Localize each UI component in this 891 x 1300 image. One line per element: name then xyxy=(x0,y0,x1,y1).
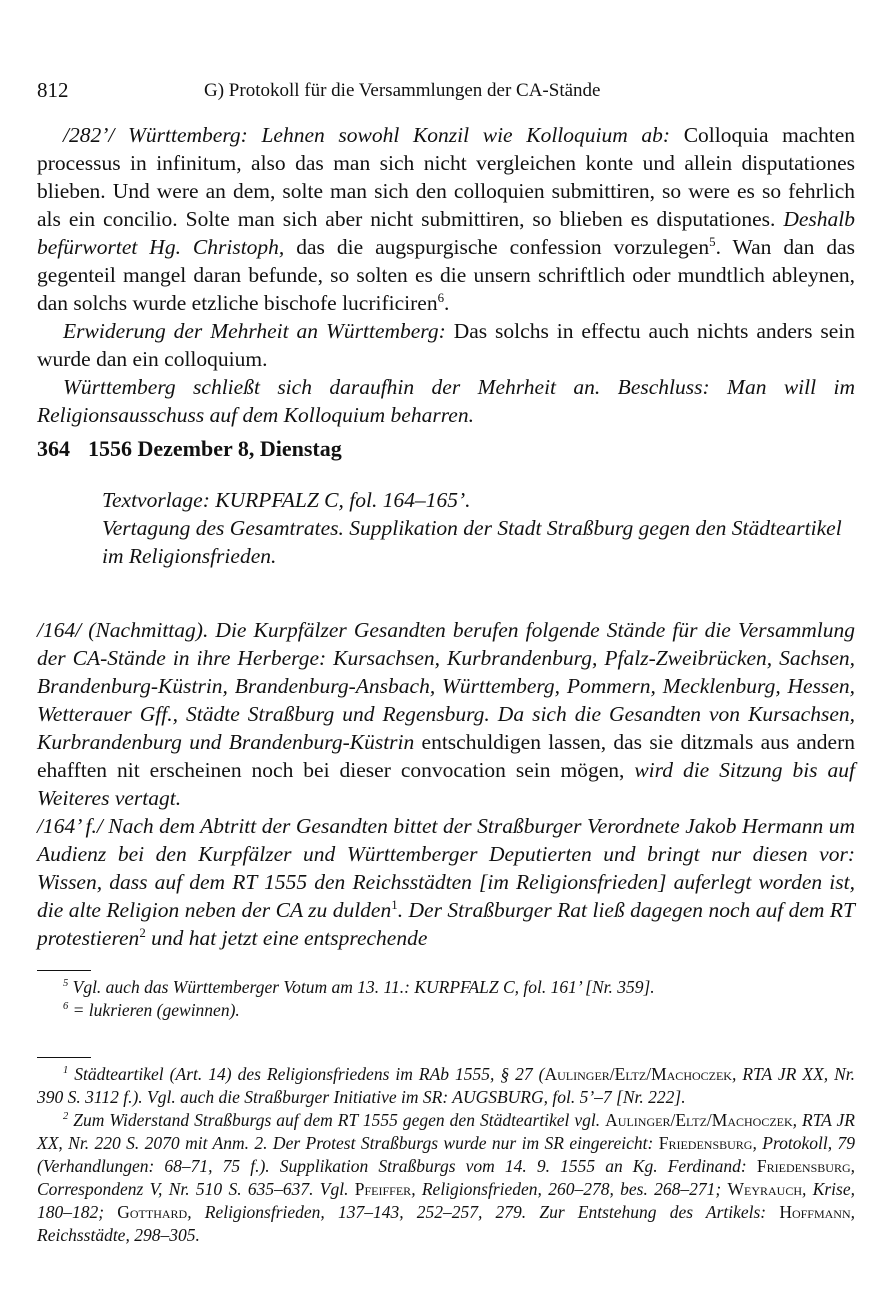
text-run: Das solchs in effectu auch nichts anders sein wurde dan ein colloquium. xyxy=(37,319,855,371)
text-run: Vgl. auch das Württemberger Votum am 13. 11.: KURPFALZ C, fol. 161’ [Nr. 359]. xyxy=(68,977,655,997)
text-run: /164’ f./ Nach dem Abtritt der Gesandten bittet der Straßburger Verordnete Jakob Hermann um Audienz bei den Kurpfälzer und Württemberger Deputierten und bringt nur diesen vor: Wissen, dass auf dem RT 1555 den Reichsstädten [im Religionsfrieden] auferlegt worden ist, die alte Religion neben der CA zu dulden xyxy=(37,814,855,922)
text-run: , Religionsfrieden, 137–143, 252–257, 279. Zur Entstehung des Artikels: xyxy=(187,1202,780,1222)
footnote-marker: 1 xyxy=(63,1065,69,1077)
page-number: 812 xyxy=(37,78,69,102)
footnote-marker: 1 xyxy=(391,897,398,912)
running-title: G) Protokoll für die Versammlungen der CA-Stände xyxy=(204,80,601,101)
entry-date: 1556 Dezember 8, Dienstag xyxy=(88,436,342,461)
text-run: , Religionsfrieden, 260–278, bes. 268–271; xyxy=(411,1179,728,1199)
footnote-marker: 6 xyxy=(437,290,445,305)
paragraph xyxy=(37,121,855,317)
text-run: Deshalb befürwortet Hg. Christoph, xyxy=(37,207,855,259)
footnote xyxy=(37,1063,855,1109)
author-name: Hoffmann xyxy=(779,1202,851,1222)
summary-text: Vertagung des Gesamtrates. Supplikation der Stadt Straßburg gegen den Städteartikel im Religionsfrieden. xyxy=(102,516,842,568)
author-name: Weyrauch xyxy=(727,1179,803,1199)
source-text: Textvorlage: KURPFALZ C, fol. 164–165’. xyxy=(102,488,471,512)
section-1-text xyxy=(37,121,855,429)
entry-heading xyxy=(37,436,360,462)
text-run: . Der Straßburger Rat ließ dagegen noch auf dem RT protestieren xyxy=(37,898,855,950)
paragraph xyxy=(37,317,855,373)
text-run: Colloquia machten processus in infinitum, also das man sich nicht vergleichen konte und allein disputationes blieben. Und were an dem, solte man sich den colloquien submittiren, so were es so fehrlich als ein concilio. Solte man sich aber nicht submittiren, so blieben es disputationes. xyxy=(37,123,855,231)
paragraph xyxy=(37,616,855,812)
footnote-rule xyxy=(37,1057,91,1058)
text-run: . Wan dan das gegenteil mangel daran befunde, so solten es die unsern schriftlich oder mundtlich ableynen, dan solchs wurde etzliche bischofe lucrificiren xyxy=(37,235,855,315)
text-run: /282’/ Württemberg: Lehnen sowohl Konzil wie Kolloquium ab: xyxy=(63,123,684,147)
footnotes-apparatus xyxy=(37,976,855,1022)
text-run: Württemberg schließt sich daraufhin der Mehrheit an. Beschluss: Man will im Religionsausschuss auf dem Kolloquium beharren. xyxy=(37,375,855,427)
author-name: Aulinger/Eltz/Machoczek xyxy=(544,1064,732,1084)
author-name: Aulinger/Eltz/Machoczek xyxy=(605,1110,793,1130)
text-run: und hat jetzt eine entsprechende xyxy=(145,926,428,950)
footnote-marker: 6 xyxy=(63,1001,69,1013)
text-run: entschuldigen lassen, das sie ditzmals aus andern ehafften nit erscheinen noch bei dieser convocation sein mögen, xyxy=(37,730,855,782)
text-run: , Correspondenz V, Nr. 510 S. 635–637. Vgl. xyxy=(37,1156,855,1199)
text-run: wird die Sitzung bis auf Weiteres vertagt. xyxy=(37,758,855,810)
footnote-marker: 2 xyxy=(63,1111,69,1123)
text-run: , Protokoll, 79 (Verhandlungen: 68–71, 75 f.). Supplikation Straßburgs vom 14. 9. 1555 an Kg. Ferdinand: xyxy=(37,1133,855,1176)
text-run: , RTA JR XX, Nr. 220 S. 2070 mit Anm. 2. Der Protest Straßburgs wurde nur im SR eingereicht: xyxy=(37,1110,855,1153)
paragraph xyxy=(37,812,855,952)
footnote xyxy=(37,999,855,1022)
footnote-marker: 5 xyxy=(63,978,69,990)
text-run: Städteartikel (Art. 14) des Religionsfriedens im RAb 1555, § 27 ( xyxy=(68,1064,545,1084)
footnote-rule xyxy=(37,970,91,971)
source-block xyxy=(102,486,855,570)
section-2-text xyxy=(37,616,855,952)
author-name: Gotthard xyxy=(117,1202,188,1222)
text-run: . xyxy=(444,291,450,315)
entry-number: 364 xyxy=(37,436,70,461)
text-run: , RTA JR XX, Nr. 390 S. 3112 f.). Vgl. auch die Straßburger Initiative im SR: AUGSBURG, fol. 5’–7 [Nr. 222]. xyxy=(37,1064,855,1107)
author-name: Pfeiffer xyxy=(354,1179,412,1199)
text-run: /164/ (Nachmittag). Die Kurpfälzer Gesandten berufen folgende Stände für die Versammlung der CA-Stände in ihre Herberge: Kursachsen, Kurbrandenburg, Pfalz-Zweibrücken, Sachsen, Brandenburg-Küstrin, Brandenburg-Ansbach, Württemberg, Pommern, Mecklenburg, Hessen, Wetterauer Gff., Städte Straßburg und Regensburg. Da sich die Gesandten von Kursachsen, Kurbrandenburg und Brandenburg-Küstrin xyxy=(37,618,855,754)
text-run: , Krise, 180–182; xyxy=(37,1179,855,1222)
text-run: Erwiderung der Mehrheit an Württemberg: xyxy=(63,319,454,343)
footnotes-commentary xyxy=(37,1063,855,1247)
text-run: = lukrieren (gewinnen). xyxy=(68,1000,240,1020)
footnote xyxy=(37,976,855,999)
text-run: , Reichsstädte, 298–305. xyxy=(37,1202,856,1245)
text-run: das die augspurgische confession vorzulegen xyxy=(296,235,710,259)
author-name: Friedensburg xyxy=(658,1133,753,1153)
paragraph xyxy=(37,373,855,429)
text-run: Zum Widerstand Straßburgs auf dem RT 1555 gegen den Städteartikel vgl. xyxy=(68,1110,606,1130)
footnote-marker: 2 xyxy=(139,925,146,940)
footnote-marker: 5 xyxy=(709,234,716,249)
footnote xyxy=(37,1109,855,1247)
author-name: Friedensburg xyxy=(756,1156,851,1176)
